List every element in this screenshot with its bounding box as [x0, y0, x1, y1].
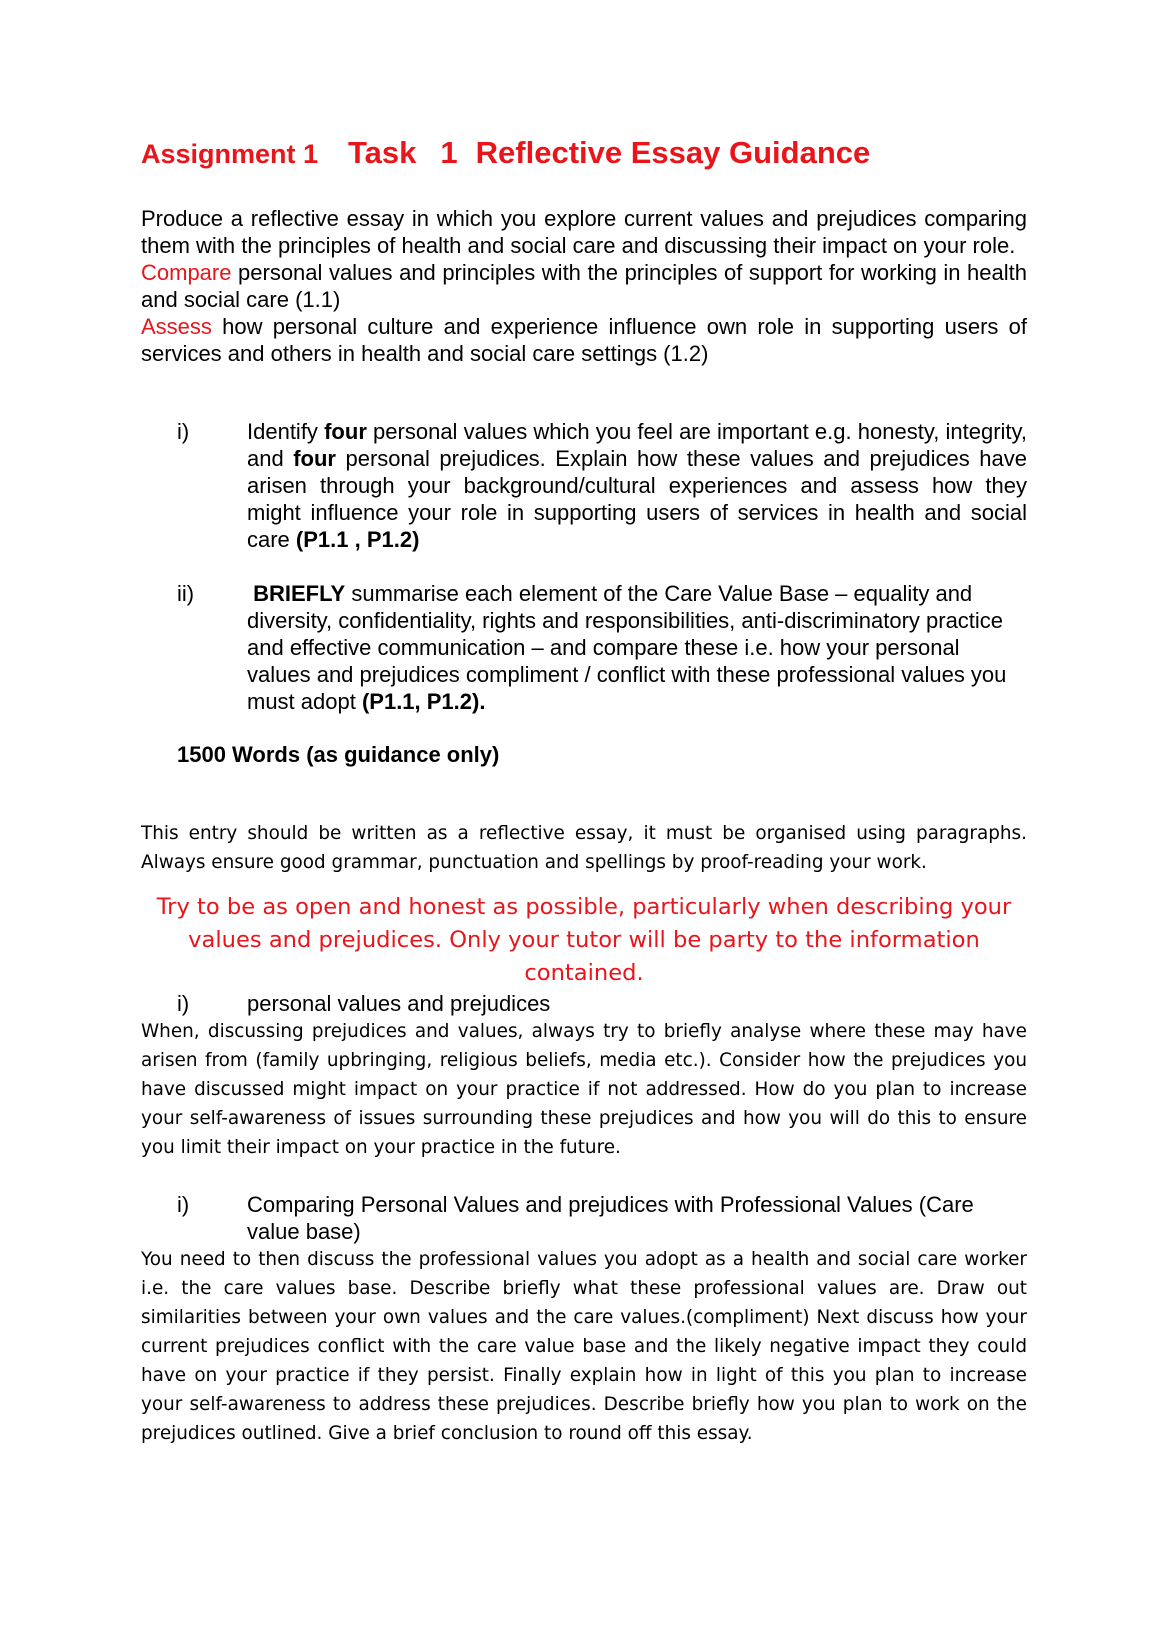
intro-section — [141, 205, 1027, 367]
section-heading-personal — [141, 990, 1027, 1017]
document-page — [141, 135, 1027, 1448]
compare-criterion — [141, 259, 1027, 313]
entry-note: This entry should be written as a reflective essay, it must be organised using paragraphs. Always ensure good grammar, punctuation and spellings by proof-reading your work. — [141, 823, 1027, 873]
honesty-note: Try to be as open and honest as possible, particularly when describing your values and prejudices. Only your tutor will be party to the information contained. — [156, 894, 1012, 986]
task-text — [247, 418, 1027, 553]
task-bold-four: four — [324, 419, 367, 444]
assess-criterion — [141, 313, 1027, 367]
task-bold-briefly: BRIEFLY — [253, 581, 346, 606]
title-task-number: 1 — [440, 135, 458, 170]
section-heading: Comparing Personal Values and prejudices with Professional Values (Care value base) — [247, 1192, 974, 1244]
task-item-ii — [141, 580, 1027, 715]
task-text-part: personal values which you feel are important e.g. honesty, integrity, and — [247, 419, 1027, 471]
task-text-part: Identify — [247, 419, 325, 444]
title-assignment: Assignment 1 — [141, 139, 319, 169]
document-title — [141, 135, 1027, 189]
task-marker: i) — [177, 419, 190, 444]
section-body-comparing: You need to then discuss the professional values you adopt as a health and social care worker i.e. the care values base. Describe briefly what these professional values are. Draw out similarities between your own values and the care values.(compliment) Next discuss how your current prejudices conflict with the care value base and the likely negative impact they could have on your practice if they persist. Finally explain how in light of this you plan to increase your self-awareness to address these prejudices. Describe briefly how you plan to work on the prejudices outlined. Give a brief conclusion to round off this essay. — [141, 1249, 1027, 1444]
task-item-i — [141, 418, 1027, 553]
task-criteria: (P1.1, P1.2). — [361, 689, 486, 714]
intro-paragraph: Produce a reflective essay in which you explore current values and prejudices comparing them with the principles of health and social care and discussing their impact on your role. — [141, 206, 1027, 258]
section-marker: i) — [177, 1192, 190, 1217]
assess-keyword: Assess — [141, 314, 212, 339]
task-bold-four: four — [293, 446, 336, 471]
title-subject: Reflective Essay Guidance — [475, 135, 871, 170]
section-heading: personal values and prejudices — [247, 991, 551, 1016]
task-text-part: personal prejudices. Explain how these values and prejudices have arisen through your background/cultural experiences and assess how they might influence your role in supporting users of services in health and social care — [247, 446, 1027, 552]
task-text-part: summarise each element of the Care Value Base – equality and diversity, confidentiality, rights and responsibilities, anti-discriminatory practice and effective communication – and compare these i.e. how your personal values and prejudices compliment / conflict with these professional values you must adopt — [247, 581, 1007, 714]
section-body-personal: When, discussing prejudices and values, always try to briefly analyse where these may have arisen from (family upbringing, religious beliefs, media etc.). Consider how the prejudices you have discussed might impact on your practice if not addressed. How do you plan to increase your self-awareness of issues surrounding these prejudices and how you will do this to ensure you limit their impact on your practice in the future. — [141, 1021, 1027, 1158]
compare-text: personal values and principles with the principles of support for working in health and social care (1.1) — [141, 260, 1027, 312]
compare-keyword: Compare — [141, 260, 232, 285]
title-task: Task — [348, 135, 417, 170]
word-count: 1500 Words (as guidance only) — [177, 742, 500, 767]
task-text — [247, 580, 1027, 715]
task-criteria: (P1.1 , P1.2) — [295, 527, 420, 552]
task-marker: ii) — [177, 581, 195, 606]
assess-text: how personal culture and experience influence own role in supporting users of services and others in health and social care settings (1.2) — [141, 314, 1027, 366]
section-marker: i) — [177, 991, 190, 1016]
section-heading-comparing — [141, 1191, 1027, 1245]
